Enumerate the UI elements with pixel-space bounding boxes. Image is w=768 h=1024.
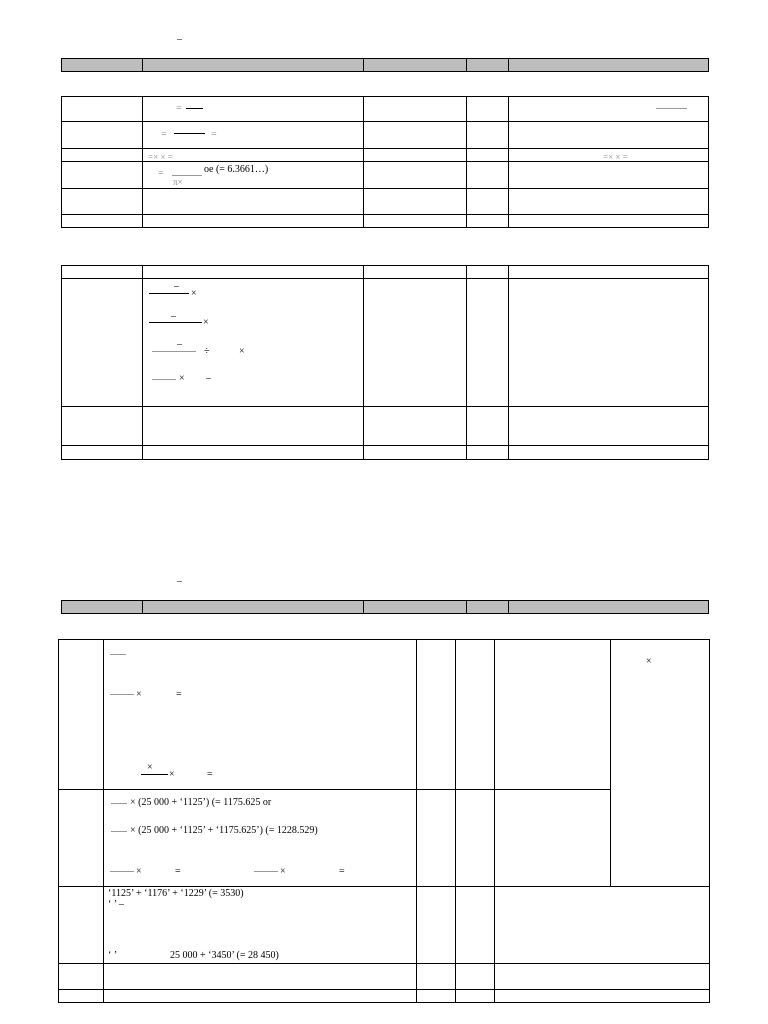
equals-sign: = [175,866,181,877]
fraction-bar [111,831,127,832]
times-sign: × [179,373,185,384]
fraction-bar [152,379,176,380]
minus-mark: – [177,576,182,587]
fraction-bar [110,654,126,655]
fraction-bar [152,351,196,352]
formula-fragment: =× × = [148,152,173,162]
times-sign: × [191,288,197,299]
fraction-bar [110,871,134,872]
working-line: ‘ ’ – [108,899,124,910]
fraction-bar [254,871,278,872]
times-sign: × [136,689,142,700]
equals-sign: = [161,129,167,140]
fraction-bar [111,803,127,804]
minus-mark: – [171,311,176,322]
equals-sign: = [176,103,182,114]
equals-sign: = [176,689,182,700]
times-sign: × [136,866,142,877]
working-line: × (25 000 + ‘1125’) (= 1175.625 or [130,797,272,808]
times-sign: × [239,346,245,357]
fraction-bar [172,175,202,176]
equals-sign: = [211,129,217,140]
fraction-bar [149,293,189,294]
fraction-bar [110,694,134,695]
times-sign: × [147,762,153,773]
fraction-bar [174,133,205,134]
equals-sign: = [339,866,345,877]
working-line: ‘1125’ + ‘1176’ + ‘1229’ (= 3530) [108,888,244,899]
equals-sign: = [158,168,164,179]
equals-sign: = [207,769,213,780]
times-sign: × [169,769,175,780]
times-sign: × [203,317,209,328]
fraction-bar [186,108,203,109]
minus-mark: – [206,373,211,384]
answer-fragment: oe (= 6.3661…) [204,164,269,175]
divide-sign: ÷ [204,346,210,357]
minus-mark: – [174,281,179,292]
minus-mark: – [177,34,182,45]
fraction-bar [141,774,168,775]
times-sign: × [280,866,286,877]
working-line: × (25 000 + ‘1125’ + ‘1175.625’) (= 1228.529) [130,825,318,836]
fraction-bar [656,108,687,109]
times-sign: × [646,656,652,667]
formula-fragment: =× × = [603,152,628,162]
minus-mark: – [177,339,182,350]
fraction-bar [149,322,202,323]
working-line: 25 000 + ‘3450’ (= 28 450) [170,950,279,961]
working-line: ‘ ’ [108,950,118,961]
formula-fragment: π× [173,177,183,187]
